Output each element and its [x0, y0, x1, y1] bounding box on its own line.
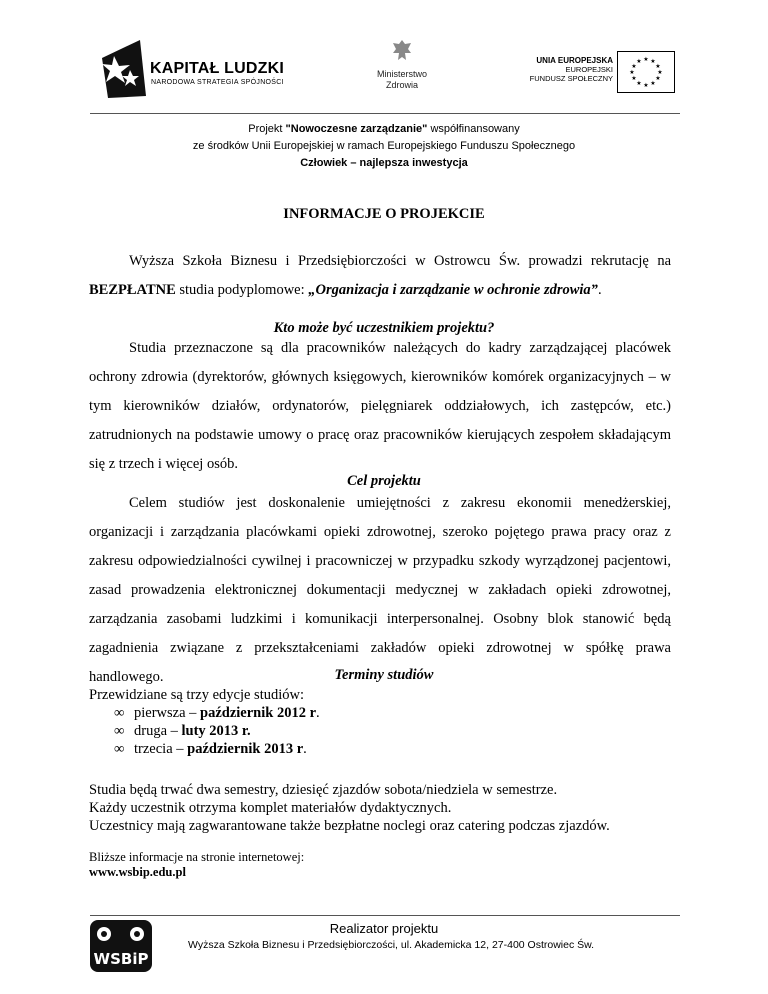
bullet-icon: ∞: [114, 741, 125, 757]
goal-text: Celem studiów jest doskonalenie umiejętności z zakresu ekonomii menedżerskiej, organizacji i zarządzania placówkami opieki zdrowotnej, szeroko pojętego prawa pracy oraz z zakresu odpowiedzialności cywilnej i pracowniczej w przypadku szkody wyrządzonej pacjentowi, zasad prowadzenia elektronicznej dokumentacji medycznej w zakładach opieki zdrowotnej, zarządzania zasobami ludzkimi i komunikacji interpersonalnej. Osobny blok stanowić będą zagadnienia związane z przekształceniami zakładów opieki zdrowotnej w spółkę prawa handlowego.: [89, 495, 671, 685]
project-slogan: Człowiek – najlepsza inwestycja: [300, 157, 468, 169]
ministry-line1: Ministerstwo: [376, 69, 427, 79]
goal-paragraph: [89, 489, 671, 692]
svg-text:★: ★: [650, 80, 656, 87]
goal-heading: Cel projektu: [347, 473, 421, 489]
more-info-label: Bliższe informacje na stronie internetowej:: [89, 850, 305, 864]
intro-text1: Wyższa Szkoła Biznesu i Przedsiębiorczości w Ostrowcu Św. prowadzi rekrutację na: [129, 253, 671, 269]
page-title: INFORMACJE O PROJEKCIE: [283, 206, 485, 222]
svg-text:★: ★: [631, 75, 637, 82]
ministry-line2: Zdrowia: [385, 80, 418, 90]
svg-text:★: ★: [643, 82, 649, 89]
eagle-emblem-icon: [391, 38, 413, 64]
wsbip-logo: [90, 920, 152, 972]
website-link[interactable]: www.wsbip.edu.pl: [89, 865, 186, 879]
eu-text: [508, 56, 613, 83]
kapital-ludzki-emblem-icon: [100, 38, 148, 100]
edition-date: październik 2013 r: [187, 741, 304, 757]
eu-line3: FUNDUSZ SPOŁECZNY: [529, 74, 613, 83]
list-item: [114, 704, 320, 722]
eu-line2: EUROPEJSKI: [565, 65, 613, 74]
intro-text2: studia podyplomowe:: [175, 282, 309, 298]
project-line1: [0, 121, 768, 138]
svg-text:★: ★: [650, 58, 656, 65]
intro-bold: BEZPŁATNE: [89, 282, 176, 298]
svg-text:★: ★: [643, 56, 649, 63]
project-line2: ze środków Unii Europejskiej w ramach Europejskiego Funduszu Społecznego: [192, 140, 576, 152]
info-line3: Uczestnicy mają zagwarantowane także bezpłatne noclegi oraz catering podczas zjazdów.: [89, 818, 610, 834]
edition-name: pierwsza –: [134, 705, 201, 721]
project-line1-pre: Projekt: [248, 123, 286, 135]
svg-text:★: ★: [655, 63, 661, 70]
eu-flag-icon: [617, 51, 675, 93]
info-line1: Studia będą trwać dwa semestry, dziesięć zjazdów sobota/niedziela w semestrze.: [89, 782, 558, 798]
list-item: [114, 740, 320, 758]
course-title: „Organizacja i zarządzanie w ochronie zdrowia”: [308, 282, 598, 298]
svg-text:★: ★: [636, 80, 642, 87]
kapital-ludzki-title: KAPITAŁ LUDZKI: [150, 60, 285, 77]
svg-text:★: ★: [636, 58, 642, 65]
wsbip-logo-text: WSBiP: [93, 950, 149, 968]
edition-end: .: [303, 741, 307, 757]
kapital-ludzki-subtitle: NARODOWA STRATEGIA SPÓJNOŚCI: [151, 79, 284, 86]
project-name: "Nowoczesne zarządzanie": [285, 123, 428, 135]
edition-name: trzecia –: [134, 741, 188, 757]
project-line1-post: współfinansowany: [427, 123, 520, 135]
svg-text:★: ★: [657, 69, 663, 76]
bullet-icon: ∞: [114, 705, 125, 721]
editions-list: [114, 704, 320, 758]
edition-date: październik 2012 r: [200, 705, 317, 721]
who-text: Studia przeznaczone są dla pracowników należących do kadry zarządzającej placówek ochrony zdrowia (dyrektorów, głównych księgowych, kierowników komórek organizacyjnych – w tym kierowników działów, ordynatorów, pielęgniarek oddziałowych, ich zastępców, etc.) zatrudnionych na podstawie umowy o pracę oraz pracowników kierujących zespołem składającym się z trzech i więcej osób.: [89, 340, 671, 472]
who-heading: Kto może być uczestnikiem projektu?: [273, 320, 495, 336]
intro-paragraph: [89, 247, 671, 305]
edition-name: druga –: [134, 723, 182, 739]
wsbip-logo-icon: [90, 920, 152, 972]
ministry-logo: [372, 38, 432, 100]
bullet-icon: ∞: [114, 723, 125, 739]
footer-divider: [90, 915, 680, 916]
info-line2: Każdy uczestnik otrzyma komplet materiałów dydaktycznych.: [89, 800, 452, 816]
edition-end: .: [316, 705, 320, 721]
intro-end: .: [597, 282, 602, 298]
footer-address: Wyższa Szkoła Biznesu i Przedsiębiorczości, ul. Akademicka 12, 27-400 Ostrowiec Św.: [188, 939, 595, 951]
terms-heading: Terminy studiów: [334, 667, 434, 683]
who-paragraph: [89, 334, 671, 479]
list-item: [114, 722, 320, 740]
edition-date: luty 2013 r.: [181, 723, 251, 739]
footer-title: Realizator projektu: [329, 921, 439, 936]
header-divider: [90, 113, 680, 114]
eu-line1: UNIA EUROPEJSKA: [536, 56, 613, 65]
svg-text:★: ★: [655, 75, 661, 82]
svg-text:★: ★: [629, 69, 635, 76]
terms-intro: Przewidziane są trzy edycje studiów:: [89, 687, 305, 703]
svg-text:★: ★: [631, 63, 637, 70]
